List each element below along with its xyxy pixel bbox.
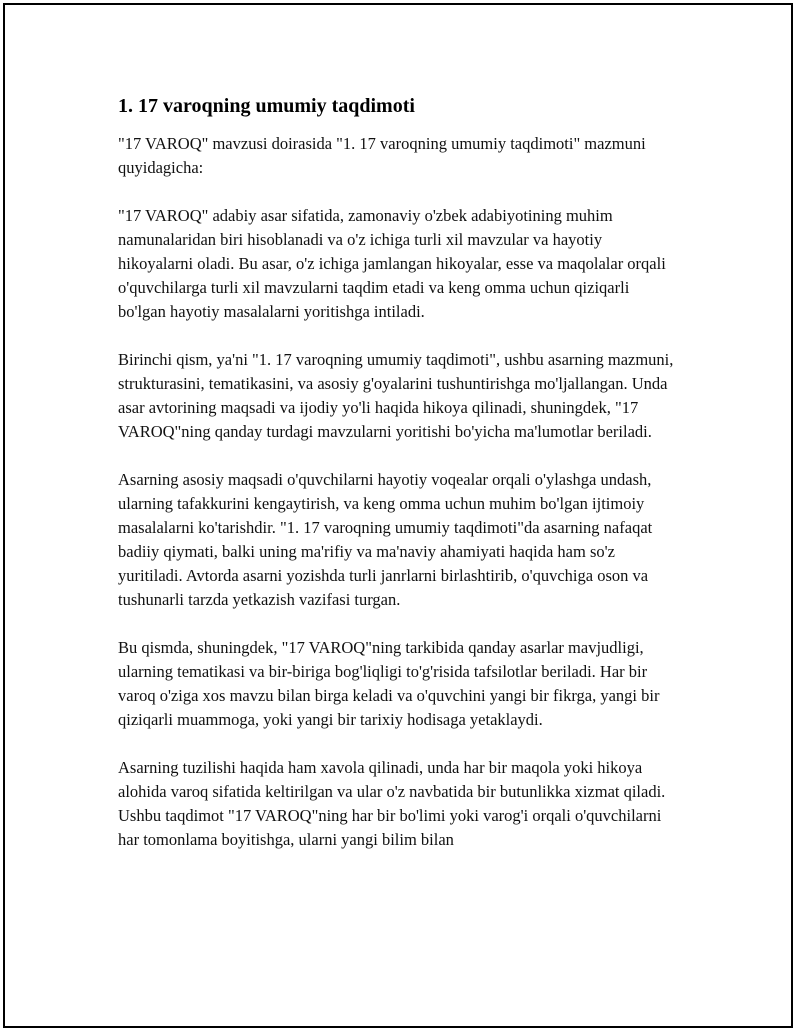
paragraph-main-goal: Asarning asosiy maqsadi o'quvchilarni hayotiy voqealar orqali o'ylashga undash, ularning tafakkurini kengaytirish, va keng omma uchun muhim bo'lgan ijtimoiy masalalarni ko'tarishdir. "1. 17 varoqning umumiy taqdimoti"da asarning nafaqat badiiy qiymati, balki uning ma'rifiy va ma'naviy ahamiyati haqida ham so'z yuritiladi. Avtorda asarni yozishda turli janrlarni birlashtirib, o'quvchiga oson va tushunarli tarzda yetkazish vazifasi turgan. [118,470,653,609]
paragraph-overview: "17 VAROQ" adabiy asar sifatida, zamonaviy o'zbek adabiyotining muhim namunalaridan biri hisoblanadi va o'z ichiga turli xil mavzular va hayotiy hikoyalarni oladi. Bu asar, o'z ichiga jamlangan hikoyalar, esse va maqolalar orqali o'quvchilarga turli xil mavzularni taqdim etadi va keng omma uchun qiziqarli bo'lgan hayotiy masalalarni yoritishga intiladi. [118,206,666,321]
paragraph-intro: "17 VAROQ" mavzusi doirasida "1. 17 varoqning umumiy taqdimoti" mazmuni quyidagicha: [118,134,646,177]
paragraph-contents: Bu qismda, shuningdek, "17 VAROQ"ning tarkibida qanday asarlar mavjudligi, ularning tematikasi va bir-biriga bog'liqligi to'g'risida tafsilotlar beriladi. Har bir varoq o'ziga xos mavzu bilan birga keladi va o'quvchini yangi bir fikrga, yangi bir qiziqarli muammoga, yoki yangi bir tarixiy hodisaga yetaklaydi. [118,638,660,729]
paragraph-structure: Asarning tuzilishi haqida ham xavola qilinadi, unda har bir maqola yoki hikoya alohida varoq sifatida keltirilgan va ular o'z navbatida bir butunlikka xizmat qiladi. Ushbu taqdimot "17 VAROQ"ning har bir bo'limi yoki varog'i orqali o'quvchilarni har tomonlama boyitishga, ularni yangi bilim bilan [118,758,666,849]
section-heading: 1. 17 varoqning umumiy taqdimoti [118,95,415,117]
document-body [118,92,678,876]
paragraph-first-part: Birinchi qism, ya'ni "1. 17 varoqning umumiy taqdimoti", ushbu asarning mazmuni, strukturasini, tematikasini, va asosiy g'oyalarini tushuntirishga mo'ljallangan. Unda asar avtorining maqsadi va ijodiy yo'li haqida hikoya qilinadi, shuningdek, "17 VAROQ"ning qanday turdagi mavzularni yoritishi bo'yicha ma'lumotlar beriladi. [118,350,674,441]
